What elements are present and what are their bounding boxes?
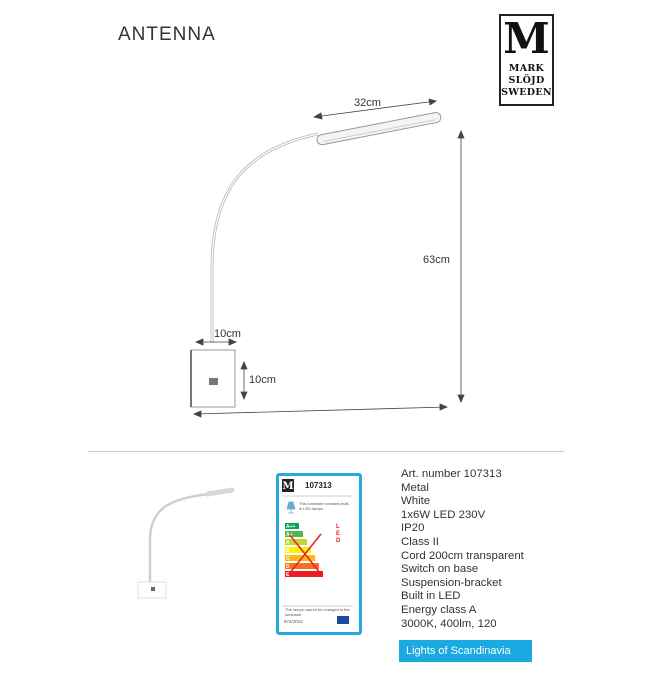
logo-monogram: M [503, 14, 550, 63]
lamp-arm [212, 134, 318, 343]
switch-icon [209, 378, 218, 385]
lamp-arm-highlight [212, 134, 318, 343]
dim-depth-label: 10cm [214, 328, 241, 340]
energy-label-note: This luminaire contains built-in LED lamps. [299, 501, 350, 511]
energy-class-a: A [286, 540, 290, 546]
energy-class-a-plus: A+ [286, 532, 293, 538]
lamp-base [191, 350, 235, 407]
energy-class-list [286, 523, 295, 579]
spec-energy-class: Energy class A [401, 603, 477, 616]
lamp-head [316, 112, 442, 146]
product-thumbnail [130, 482, 240, 602]
footer-text: Lights of Scandinavia [406, 645, 511, 657]
spec-suspension: Suspension-bracket [401, 576, 502, 589]
spec-class: Class II [401, 535, 439, 548]
logo-line-2: SLÖJD [508, 75, 545, 86]
energy-class-c: C [286, 556, 290, 562]
spec-cord: Cord 200cm transparent [401, 549, 524, 562]
logo-line-1: MARK [508, 63, 545, 74]
brand-footer [399, 640, 532, 662]
energy-label [276, 473, 362, 635]
product-title: ANTENNA [118, 24, 216, 45]
dim-height-label: 63cm [423, 254, 450, 266]
spec-list [401, 468, 524, 631]
dim-arm-label: 32cm [354, 97, 381, 109]
energy-label-regulation: 874/2012 [284, 619, 303, 624]
spec-article-number: Art. number 107313 [401, 468, 502, 480]
svg-text:M: M [282, 481, 294, 492]
energy-label-article: 107313 [305, 481, 332, 490]
spec-switch: Switch on base [401, 563, 479, 576]
energy-class-b: B [286, 548, 290, 554]
dim-base-label: 10cm [249, 374, 276, 386]
spec-color: White [401, 495, 431, 508]
spec-ip-rating: IP20 [401, 522, 425, 535]
spec-material: Metal [401, 481, 429, 494]
energy-label-led: LED [336, 524, 341, 544]
spec-built-in-led: Built in LED [401, 590, 461, 603]
spec-light-source: 1x6W LED 230V [401, 508, 486, 521]
logo-line-3: SWEDEN [501, 87, 552, 98]
energy-label-footer-note: The lamps cannot be changed in the luminaire. [285, 607, 350, 617]
section-divider [88, 451, 564, 452]
energy-class-e: E [286, 572, 290, 578]
energy-class-d: D [286, 564, 290, 570]
energy-class-a-plus-plus: A++ [286, 524, 296, 530]
spec-color-temperature: 3000K, 400lm, 120 [401, 617, 497, 630]
